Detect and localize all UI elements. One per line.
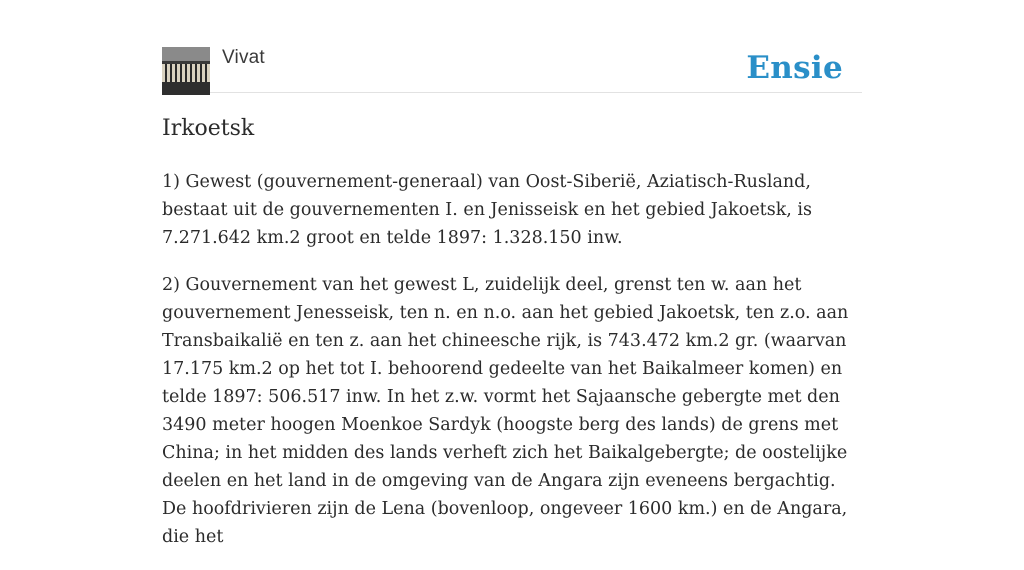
article-body [162,168,864,570]
paragraph-1: 1) Gewest (gouvernement-generaal) van Oost-Siberië, Aziatisch-Rusland, bestaat uit de gouvernementen I. en Jenisseisk en het gebied Jakoetsk, is 7.271.642 km.2 groot en telde 1897: 1.328.150 inw. [162,172,812,248]
source-avatar[interactable] [162,47,210,95]
source-name[interactable]: Vivat [222,47,265,68]
brand-logo[interactable]: Ensie [746,50,843,86]
header [162,46,862,93]
paragraph-2: 2) Gouvernement van het gewest L, zuidelijk deel, grenst ten w. aan het gouvernement Jenesseisk, ten n. en n.o. aan het gebied Jakoetsk, ten z.o. aan Transbaikalië en ten z. aan het chineesche rijk, is 743.472 km.2 gr. (waarvan 17.175 km.2 op het tot I. behoorend gedeelte van het Baikalmeer komen) en telde 1897: 506.517 inw. In het z.w. vormt het Sajaansche gebergte met den 3490 meter hoogen Moenkoe Sardyk (hoogste berg des lands) de grens met China; in het midden des lands verheft zich het Baikalgebergte; de oostelijke deelen en het land in de omgeving van de Angara zijn eveneens bergachtig. De hoofdrivieren zijn de Lena (bovenloop, ongeveer 1600 km.) en de Angara, die het [162,275,849,547]
book-spines-icon [162,47,210,95]
article-title: Irkoetsk [162,116,255,141]
